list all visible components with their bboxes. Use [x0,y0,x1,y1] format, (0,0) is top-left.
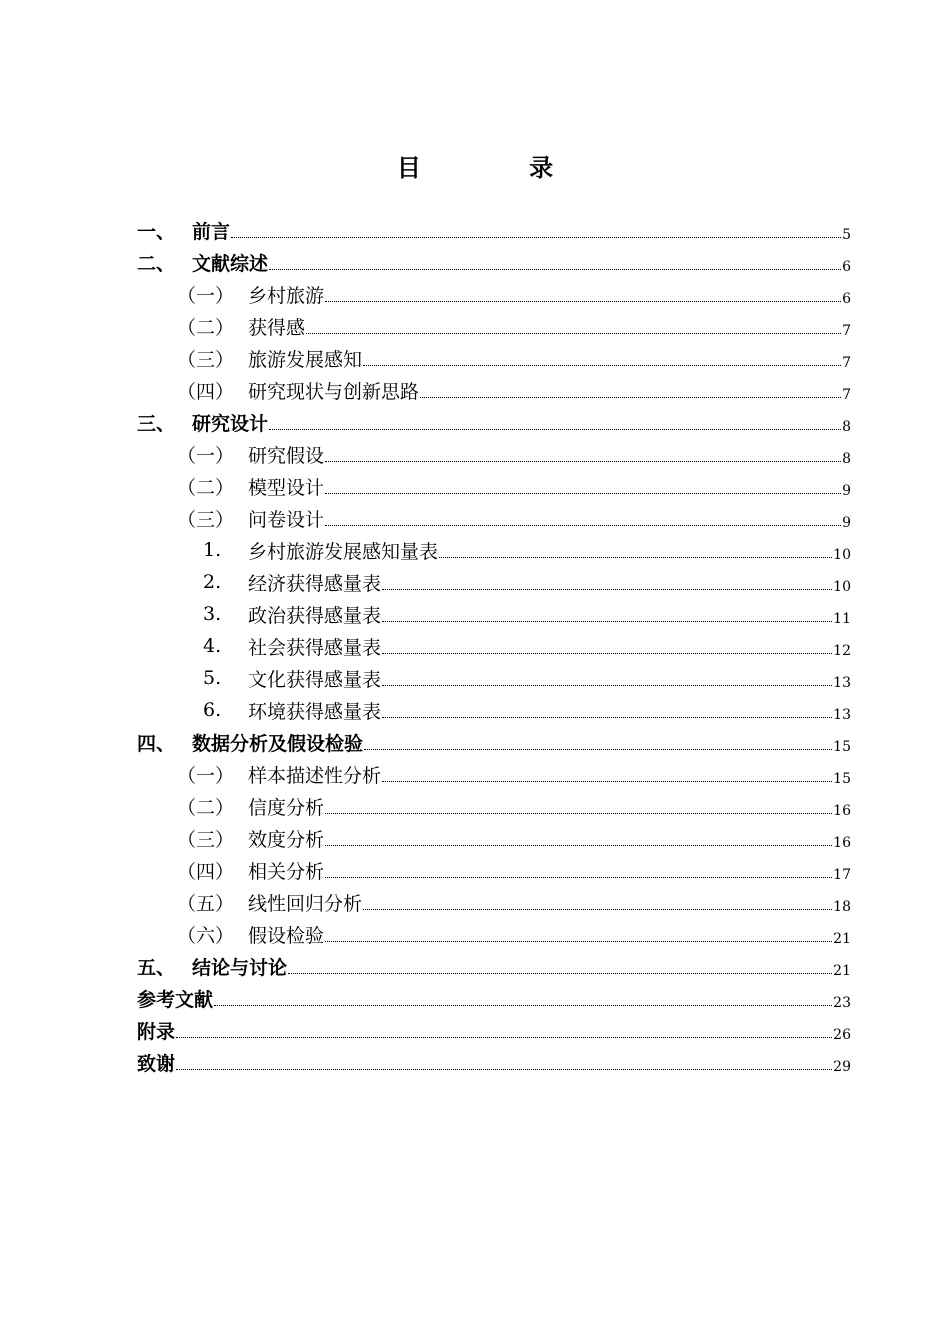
toc-entry[interactable] [137,566,851,598]
dot-leader [325,876,832,878]
toc-entry-title: 研究假设 [248,444,325,467]
dot-leader [382,620,832,622]
toc-entry-page-number: 13 [833,707,851,723]
toc-entry[interactable] [137,534,851,566]
toc-entry-page-number: 12 [833,643,851,659]
toc-entry-number: 一、 [137,220,176,243]
toc-entry[interactable] [137,630,851,662]
toc-entry-number: （一） [177,284,235,307]
toc-entry-page-number: 13 [833,675,851,691]
toc-entry-title: 致谢 [137,1052,176,1075]
toc-entry[interactable] [137,438,851,470]
dot-leader [176,1036,832,1038]
toc-entry-page-number: 17 [833,867,851,883]
toc-entry-page-number: 21 [833,931,851,947]
dot-leader [364,748,832,750]
toc-entry-page-number: 7 [842,323,851,339]
toc-entry-title: 问卷设计 [248,508,325,531]
toc-entry-number: 4. [203,635,222,657]
toc-entry-title: 社会获得感量表 [248,636,382,659]
toc-entry-title: 文献综述 [192,252,269,275]
toc-entry-page-number: 11 [833,611,851,627]
toc-entry-title: 前言 [192,220,231,243]
toc-entry-title: 乡村旅游 [248,284,325,307]
toc-entry-number: （三） [177,828,235,851]
toc-entry-title: 假设检验 [248,924,325,947]
dot-leader [382,652,832,654]
dot-leader [288,972,832,974]
toc-entry-number: 五、 [137,956,176,979]
toc-entry[interactable] [137,598,851,630]
toc-entry-title: 研究现状与创新思路 [248,380,420,403]
toc-entry[interactable] [137,694,851,726]
toc-entry-title: 信度分析 [248,796,325,819]
toc-entry-number: （四） [177,380,235,403]
dot-leader [325,812,832,814]
toc-entry[interactable] [137,502,851,534]
toc-entry-page-number: 9 [842,515,851,531]
toc-entry[interactable] [137,950,851,982]
toc-entry-page-number: 21 [833,963,851,979]
toc-entry-page-number: 7 [842,355,851,371]
toc-entry-number: （三） [177,508,235,531]
toc-entry-title: 线性回归分析 [248,892,363,915]
toc-entry-page-number: 16 [833,803,851,819]
dot-leader [382,588,832,590]
toc-entry[interactable] [137,374,851,406]
dot-leader [325,460,841,462]
dot-leader [420,396,841,398]
toc-entry-number: 6. [203,699,222,721]
toc-entry-number: 四、 [137,732,176,755]
toc-entry-number: 3. [203,603,222,625]
toc-entry[interactable] [137,886,851,918]
toc-entry[interactable] [137,470,851,502]
dot-leader [382,780,832,782]
toc-entry[interactable] [137,278,851,310]
toc-entry-title: 获得感 [248,316,306,339]
toc-entry-page-number: 23 [833,995,851,1011]
toc-entry[interactable] [137,246,851,278]
toc-entry[interactable] [137,1046,851,1078]
toc-entry-number: （一） [177,444,235,467]
toc-entry[interactable] [137,918,851,950]
toc-entry-number: 1. [203,539,222,561]
dot-leader [269,268,841,270]
dot-leader [325,844,832,846]
dot-leader [306,332,841,334]
toc-entry[interactable] [137,214,851,246]
toc-entry-number: 二、 [137,252,176,275]
toc-entry[interactable] [137,726,851,758]
toc-entry-title: 文化获得感量表 [248,668,382,691]
toc-entry-page-number: 15 [833,739,851,755]
toc-entry-number: （四） [177,860,235,883]
toc-entry[interactable] [137,790,851,822]
toc-entry[interactable] [137,758,851,790]
toc-entry-title: 经济获得感量表 [248,572,382,595]
toc-entry-title: 样本描述性分析 [248,764,382,787]
toc-entry-number: （二） [177,316,235,339]
toc-entry-number: 5. [203,667,222,689]
toc-entry-page-number: 6 [842,291,851,307]
dot-leader [231,236,841,238]
dot-leader [176,1068,832,1070]
toc-entry-title: 效度分析 [248,828,325,851]
page-title: 目 录 [396,154,604,182]
toc-entry-page-number: 8 [842,451,851,467]
dot-leader [325,492,841,494]
toc-entry-title: 研究设计 [192,412,269,435]
dot-leader [363,908,832,910]
toc-entry-page-number: 10 [833,547,851,563]
toc-entry-page-number: 5 [842,227,851,243]
table-of-contents [137,214,851,1078]
toc-entry-number: （六） [177,924,235,947]
toc-entry[interactable] [137,310,851,342]
dot-leader [325,300,841,302]
toc-entry-number: （二） [177,796,235,819]
toc-entry-page-number: 9 [842,483,851,499]
toc-entry-number: （五） [177,892,235,915]
dot-leader [269,428,841,430]
toc-entry-title: 环境获得感量表 [248,700,382,723]
toc-entry[interactable] [137,662,851,694]
toc-entry-title: 模型设计 [248,476,325,499]
dot-leader [382,716,832,718]
toc-entry-title: 结论与讨论 [192,956,288,979]
toc-entry[interactable] [137,406,851,438]
toc-entry[interactable] [137,1014,851,1046]
toc-entry[interactable] [137,822,851,854]
toc-entry-title: 乡村旅游发展感知量表 [248,540,439,563]
toc-entry-title: 参考文献 [137,988,214,1011]
toc-entry-title: 相关分析 [248,860,325,883]
toc-entry[interactable] [137,854,851,886]
dot-leader [382,684,832,686]
toc-entry-number: 2. [203,571,222,593]
toc-entry-title: 数据分析及假设检验 [192,732,364,755]
toc-entry-page-number: 29 [833,1059,851,1075]
dot-leader [325,524,841,526]
toc-entry-page-number: 15 [833,771,851,787]
toc-entry-page-number: 8 [842,419,851,435]
toc-entry-title: 附录 [137,1020,176,1043]
toc-entry-title: 旅游发展感知 [248,348,363,371]
toc-entry-page-number: 6 [842,259,851,275]
dot-leader [363,364,841,366]
toc-entry-number: （一） [177,764,235,787]
toc-entry-number: （三） [177,348,235,371]
dot-leader [439,556,832,558]
toc-entry-page-number: 7 [842,387,851,403]
toc-entry-page-number: 16 [833,835,851,851]
toc-entry-page-number: 18 [833,899,851,915]
toc-entry-title: 政治获得感量表 [248,604,382,627]
toc-entry-page-number: 10 [833,579,851,595]
toc-entry-number: 三、 [137,412,176,435]
toc-entry-page-number: 26 [833,1027,851,1043]
dot-leader [325,940,832,942]
toc-entry-number: （二） [177,476,235,499]
toc-entry[interactable] [137,342,851,374]
dot-leader [214,1004,832,1006]
toc-entry[interactable] [137,982,851,1014]
